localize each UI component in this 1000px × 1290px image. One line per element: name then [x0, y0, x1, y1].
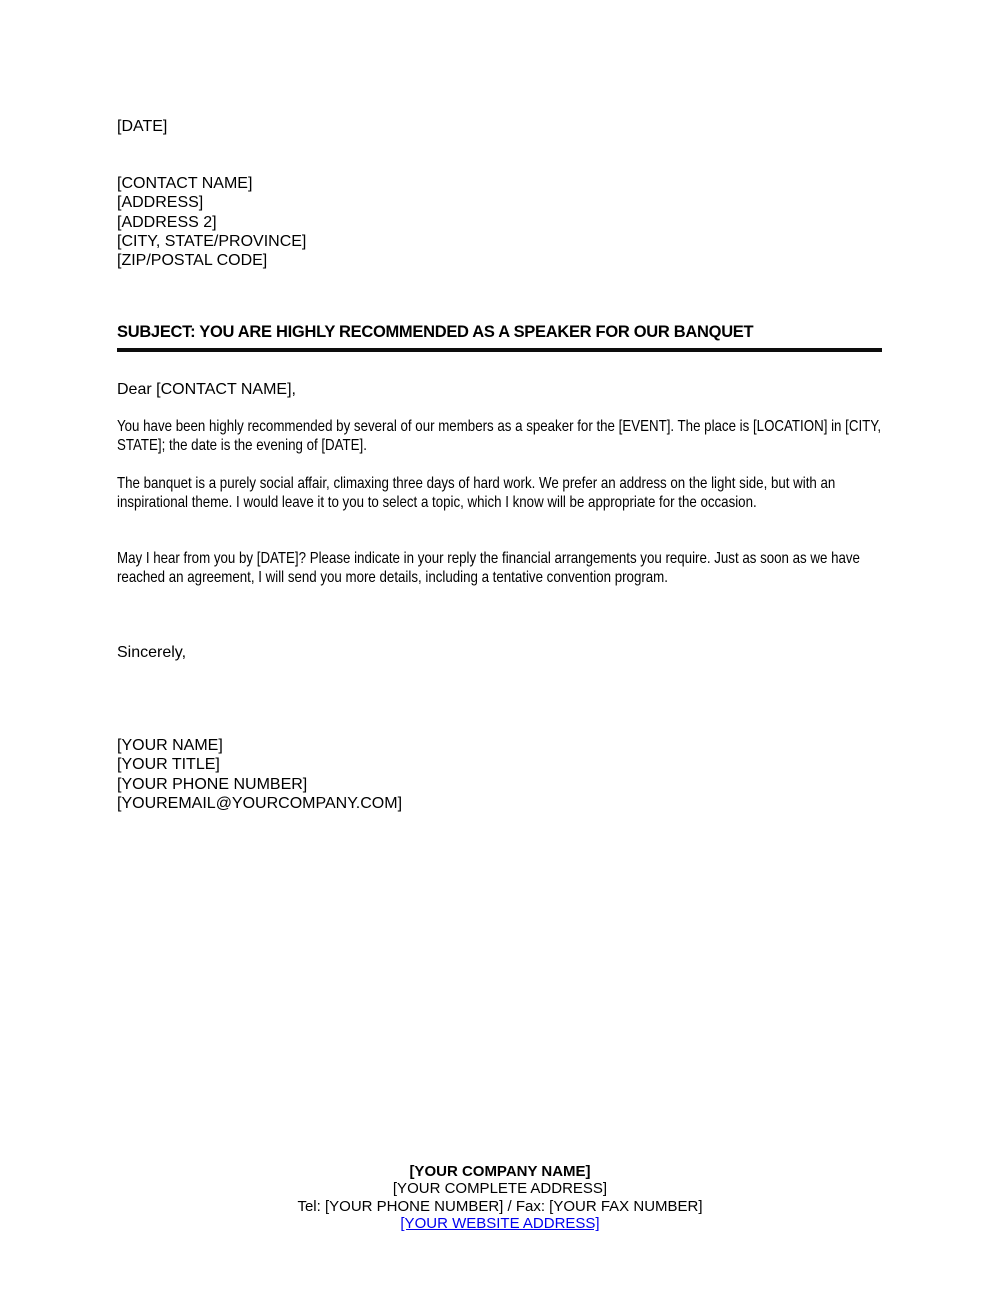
- footer-company-name: [YOUR COMPANY NAME]: [409, 1163, 591, 1180]
- footer-website-link[interactable]: [YOUR WEBSITE ADDRESS]: [400, 1215, 600, 1233]
- signature-line: [YOUR PHONE NUMBER]: [117, 775, 308, 793]
- body-paragraph: You have been highly recommended by several of our members as a speaker for the [EVENT]. The place is [LOCATION] in [CITY, STATE]; the date is the evening of [DATE].: [117, 418, 882, 455]
- recipient-line: [ADDRESS]: [117, 194, 204, 212]
- signature-line: [YOUR NAME]: [117, 737, 223, 754]
- body-paragraph: The banquet is a purely social affair, climaxing three days of hard work. We prefer an address on the light side, but with an inspirational theme. I would leave it to you to select a topic, which I know will be appropriate for the occasion.: [117, 475, 836, 512]
- signature-line: [YOUR TITLE]: [117, 756, 220, 774]
- date-line: [DATE]: [117, 118, 168, 135]
- subject-line: SUBJECT: YOU ARE HIGHLY RECOMMENDED AS A SPEAKER FOR OUR BANQUET: [117, 323, 754, 341]
- greeting-line: Dear [CONTACT NAME],: [117, 381, 296, 398]
- signature-line: [YOUREMAIL@YOURCOMPANY.COM]: [117, 794, 403, 812]
- body-paragraph: May I hear from you by [DATE]? Please indicate in your reply the financial arrangements you require. Just as soon as we have reached an agreement, I will send you more details, including a tentative convention program.: [117, 550, 860, 587]
- footer-tel-fax: Tel: [YOUR PHONE NUMBER] / Fax: [YOUR FAX NUMBER]: [297, 1197, 703, 1215]
- recipient-line: [CITY, STATE/PROVINCE]: [117, 232, 307, 250]
- recipient-line: [ADDRESS 2]: [117, 213, 217, 231]
- subject-divider: [117, 348, 882, 352]
- closing-line: Sincerely,: [117, 644, 187, 661]
- recipient-line: [CONTACT NAME]: [117, 175, 253, 192]
- signature-block: [117, 736, 402, 813]
- footer: [0, 1163, 1000, 1233]
- recipient-block: [117, 174, 306, 270]
- recipient-line: [ZIP/POSTAL CODE]: [117, 252, 268, 270]
- footer-address: [YOUR COMPLETE ADDRESS]: [392, 1180, 608, 1198]
